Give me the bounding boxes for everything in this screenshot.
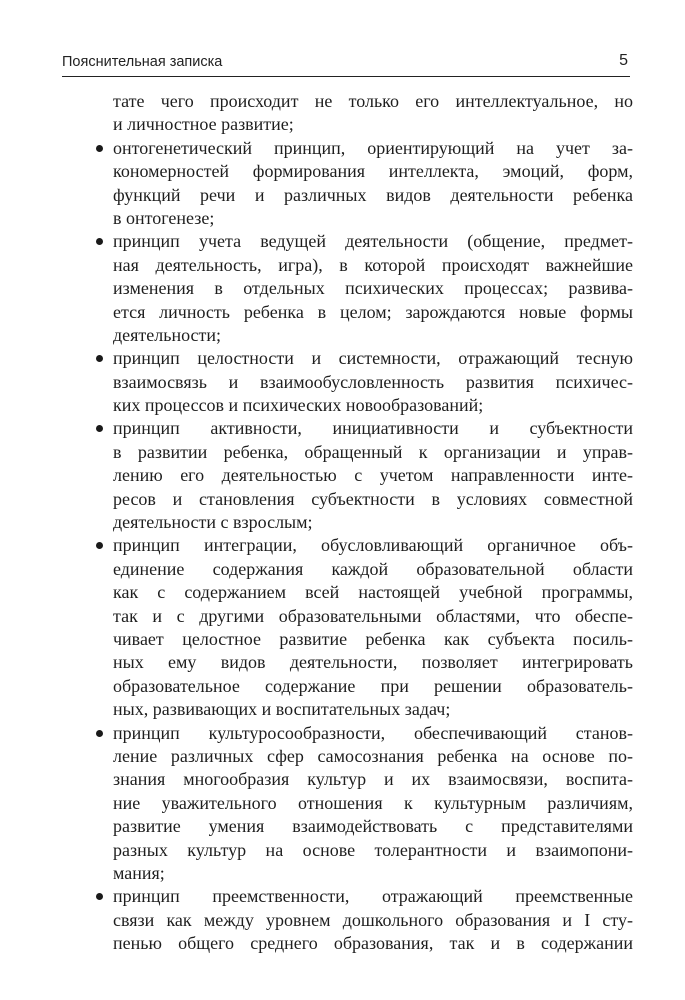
running-header-title: Пояснительная записка <box>62 54 223 70</box>
text-line: ных, развивающих и воспитательных задач; <box>113 699 451 720</box>
text-line: мания; <box>113 862 165 883</box>
list-item <box>113 722 633 886</box>
running-header <box>62 52 630 77</box>
bullet-icon <box>96 238 103 245</box>
text-line: принцип активности, инициативности и субъектности <box>113 418 633 439</box>
text-line: принцип культуросообразности, обеспечивающий станов- <box>113 722 633 743</box>
text-line: как с содержанием всей настоящей учебной программы, <box>113 582 633 603</box>
text-line: функций речи и различных видов деятельности ребенка <box>113 184 633 205</box>
list-item <box>113 347 633 417</box>
text-line: ние уважительного отношения к культурным различиям, <box>113 792 633 813</box>
bullet-icon <box>96 355 103 362</box>
page-body <box>113 90 633 955</box>
text-line: принцип преемственности, отражающий преемственные <box>113 886 633 907</box>
bullet-icon <box>96 893 103 900</box>
list-item <box>113 417 633 534</box>
text-line: деятельности; <box>113 324 222 345</box>
list-item <box>113 230 633 347</box>
text-line: деятельности с взрослым; <box>113 512 313 533</box>
list-item <box>113 137 633 231</box>
bullet-icon <box>96 425 103 432</box>
text-line: пенью общего среднего образования, так и в содержании <box>113 933 633 954</box>
text-line: ление различных сфер самосознания ребенка на основе по- <box>113 745 633 766</box>
page-number: 5 <box>619 52 628 69</box>
text-line: и личностное развитие; <box>113 114 294 135</box>
text-line: чивает целостное развитие ребенка как субъекта посиль- <box>113 628 633 649</box>
text-line: изменения в отдельных психических процессах; развива- <box>113 278 633 299</box>
text-line: в онтогенезе; <box>113 207 215 228</box>
text-line: связи как между уровнем дошкольного образования и I сту- <box>113 909 633 930</box>
text-line: принцип целостности и системности, отражающий тесную <box>113 348 633 369</box>
list-item <box>113 534 633 721</box>
continuation-paragraph <box>113 90 633 137</box>
text-line: принцип интеграции, обусловливающий органичное объ- <box>113 535 633 556</box>
text-line: единение содержания каждой образовательной области <box>113 558 633 579</box>
text-line: ных ему видов деятельности, позволяет интегрировать <box>113 652 633 673</box>
bullet-icon <box>96 145 103 152</box>
text-line: так и с другими образовательными областями, что обеспе- <box>113 605 633 626</box>
text-line: кономерностей формирования интеллекта, эмоций, форм, <box>113 161 633 182</box>
bullet-list <box>113 137 633 956</box>
bullet-icon <box>96 542 103 549</box>
text-line: тате чего происходит не только его интеллектуальное, но <box>113 91 633 111</box>
text-line: онтогенетический принцип, ориентирующий на учет за- <box>113 137 633 158</box>
text-line: знания многообразия культур и их взаимосвязи, воспита- <box>113 769 633 790</box>
text-line: ресов и становления субъектности в условиях совместной <box>113 488 633 509</box>
text-line: разных культур на основе толерантности и взаимопони- <box>113 839 633 860</box>
text-line: ется личность ребенка в целом; зарождаются новые формы <box>113 301 633 322</box>
text-line: ная деятельность, игра), в которой происходят важнейшие <box>113 254 633 275</box>
text-line: ких процессов и психических новообразований; <box>113 395 484 416</box>
text-line: в развитии ребенка, обращенный к организации и управ- <box>113 441 633 462</box>
text-line: взаимосвязь и взаимообусловленность развития психичес- <box>113 371 633 392</box>
text-line: образовательное содержание при решении образователь- <box>113 675 633 696</box>
text-line: лению его деятельностью с учетом направленности инте- <box>113 465 633 486</box>
bullet-icon <box>96 730 103 737</box>
text-line: принцип учета ведущей деятельности (общение, предмет- <box>113 231 633 252</box>
list-item <box>113 885 633 955</box>
text-line: развитие умения взаимодействовать с представителями <box>113 816 633 837</box>
